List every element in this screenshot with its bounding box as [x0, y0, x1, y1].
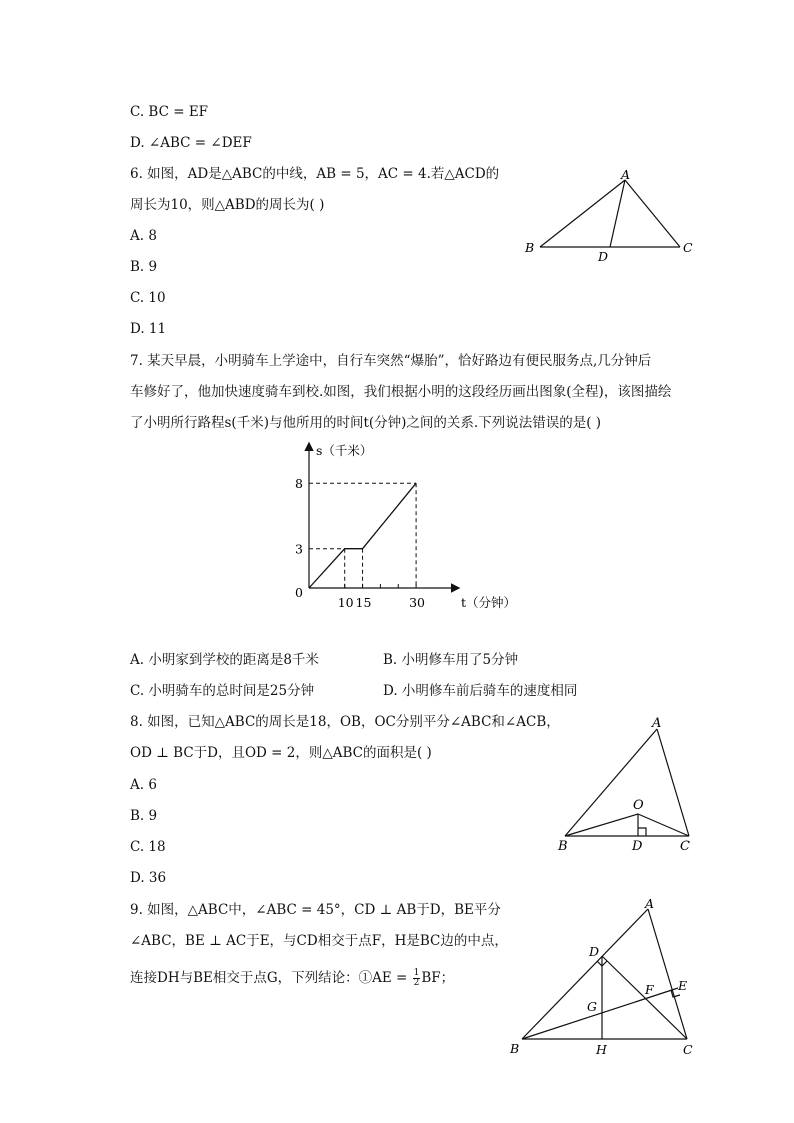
- y-tick-label-3: 3: [295, 541, 303, 557]
- q8-option-c: C. 18: [130, 839, 166, 855]
- q7-option-a: A. 小明家到学校的距离是8千米: [130, 652, 319, 668]
- q9-segment-be: [522, 988, 678, 1039]
- q9-label-c: C: [683, 1042, 693, 1057]
- x-tick-label-30: 30: [409, 595, 426, 610]
- q6-stem-line1: 6. 如图，AD是△ABC的中线，AB = 5，AC = 4.若△ACD的: [130, 166, 500, 182]
- q9-triangle-figure: [505, 896, 705, 1062]
- q8-side-ab: [565, 729, 657, 836]
- q6-option-a: A. 8: [130, 228, 157, 244]
- q9-fraction-numerator: 1: [413, 968, 420, 978]
- q8-triangle-figure: [550, 712, 710, 857]
- q5-option-d: D. ∠ABC = ∠DEF: [130, 135, 252, 151]
- q9-stem-line3: [130, 969, 454, 988]
- q8-option-d: D. 36: [130, 870, 167, 886]
- q8-segment-ob: [565, 814, 638, 836]
- q9-stem-line2: ∠ABC，BE ⊥ AC于E，与CD相交于点F，H是BC边的中点，: [130, 933, 508, 949]
- q7-stem-line1: 7. 某天早晨，小明骑车上学途中，自行车突然“爆胎”，恰好路边有便民服务点,几分钟后: [130, 353, 652, 369]
- q6-label-a: A: [621, 167, 631, 182]
- q8-option-b: B. 9: [130, 808, 158, 824]
- q7-option-b: B. 小明修车用了5分钟: [383, 652, 519, 668]
- q8-label-b: B: [558, 839, 568, 854]
- y-axis-label: s（千米）: [316, 443, 373, 458]
- q7-line-chart: [280, 436, 520, 616]
- q6-stem-line2: 周长为10，则△ABD的周长为( ): [130, 197, 325, 213]
- q8-label-a: A: [652, 716, 662, 731]
- q7-stem-line3: 了小明所行路程s(千米)与他所用的时间t(分钟)之间的关系.下列说法错误的是( ): [130, 415, 602, 431]
- q8-stem-line2: OD ⊥ BC于D，且OD = 2，则△ABC的面积是( ): [130, 745, 432, 761]
- q6-label-d: D: [598, 249, 609, 264]
- x-tick-label-15: 15: [355, 595, 372, 610]
- y-tick-label-8: 8: [295, 476, 303, 492]
- x-axis-label: t（分钟）: [461, 595, 517, 610]
- q6-option-d: D. 11: [130, 321, 167, 337]
- q7-stem-line2: 车修好了，他加快速度骑车到校.如图，我们根据小明的这段经历画出图象(全程)，该图描绘: [130, 384, 672, 400]
- q6-label-c: C: [683, 240, 693, 255]
- q9-label-g: G: [587, 999, 597, 1014]
- q6-triangle-figure: [515, 160, 705, 270]
- q9-side-ab: [522, 909, 648, 1039]
- q6-option-c: C. 10: [130, 290, 166, 306]
- q5-option-c: C. BC = EF: [130, 104, 209, 120]
- q6-label-b: B: [525, 240, 535, 255]
- q7-option-c: C. 小明骑车的总时间是25分钟: [130, 683, 315, 699]
- q7-option-d: D. 小明修车前后骑车的速度相同: [383, 683, 578, 699]
- q8-option-a: A. 6: [130, 777, 157, 793]
- q9-label-e: E: [678, 978, 688, 993]
- q9-fraction: [413, 969, 421, 988]
- q9-label-b: B: [510, 1041, 520, 1056]
- q8-stem-line1: 8. 如图，已知△ABC的周长是18，OB，OC分别平分∠ABC和∠ACB，: [130, 714, 560, 730]
- q8-label-d: D: [632, 839, 643, 854]
- q8-label-c: C: [680, 839, 690, 854]
- q9-label-h: H: [596, 1042, 607, 1057]
- q9-line3-prefix: 连接DH与BE相交于点G，下列结论：①AE =: [130, 970, 412, 986]
- q9-label-a: A: [645, 896, 655, 911]
- q8-label-o: O: [633, 798, 644, 813]
- x-tick-label-10: 10: [337, 595, 354, 610]
- q6-side-ac: [625, 180, 680, 247]
- q9-label-d: D: [589, 944, 600, 959]
- q6-option-b: B. 9: [130, 259, 158, 275]
- q9-label-f: F: [645, 982, 654, 997]
- origin-label: 0: [295, 585, 303, 600]
- q8-side-ac: [657, 729, 689, 836]
- q9-stem-line1: 9. 如图，△ABC中，∠ABC = 45°，CD ⊥ AB于D，BE平分: [130, 902, 501, 918]
- q9-fraction-denominator: 2: [413, 978, 420, 988]
- q9-line3-suffix: BF；: [421, 970, 455, 986]
- q8-right-angle-mark: [638, 828, 646, 836]
